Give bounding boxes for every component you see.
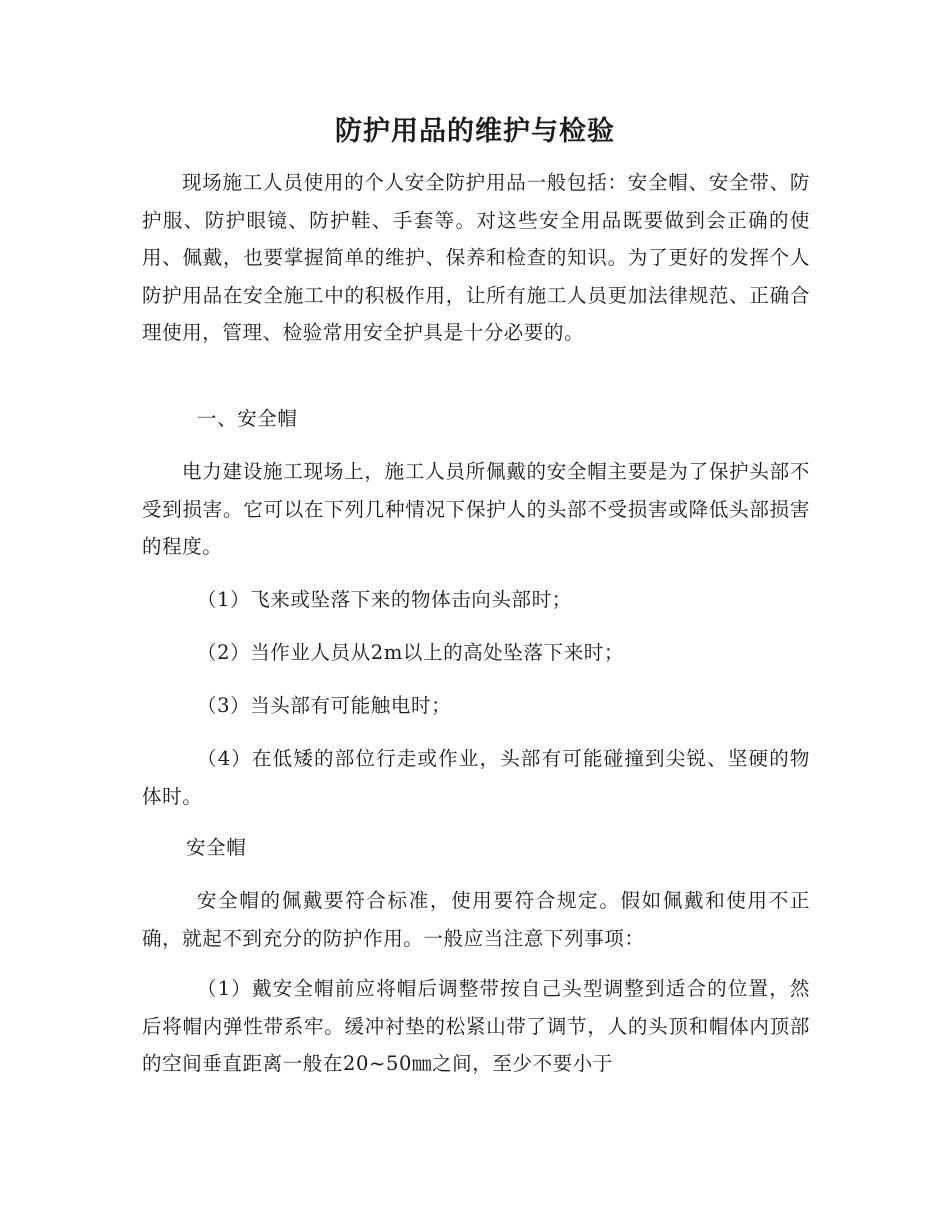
section-heading-helmet: 一、安全帽	[197, 407, 298, 430]
list-item: （3）当头部有可能触电时；	[197, 694, 452, 717]
subheading-helmet: 安全帽	[186, 836, 247, 859]
helmet-usage-paragraph: 安全帽的佩戴要符合标准，使用要符合规定。假如佩戴和使用不正确，就起不到充分的防护作用。一般应当注意下列事项：	[142, 889, 810, 950]
intro-paragraph: 现场施工人员使用的个人安全防护用品一般包括：安全帽、安全带、防护服、防护眼镜、防护鞋、手套等。对这些安全用品既要做到会正确的使用、佩戴，也要掌握简单的维护、保养和检查的知识。为了更好的发挥个人防护用品在安全施工中的积极作用，让所有施工人员更加法律规范、正确合理使用，管理、检验常用安全护具是十分必要的。	[142, 171, 810, 344]
helmet-purpose-paragraph: 电力建设施工现场上，施工人员所佩戴的安全帽主要是为了保护头部不受到损害。它可以在下列几种情况下保护人的头部不受损害或降低头部损害的程度。	[142, 460, 810, 558]
list-item: （1）飞来或坠落下来的物体击向头部时；	[197, 588, 572, 611]
list-item: （4）在低矮的部位行走或作业，头部有可能碰撞到尖锐、坚硬的物体时。	[142, 747, 810, 808]
document-title: 防护用品的维护与检验	[335, 116, 615, 147]
list-item: （2）当作业人员从2m以上的高处坠落下来时；	[197, 641, 625, 664]
list-item: （1）戴安全帽前应将帽后调整带按自己头型调整到适合的位置，然后将帽内弹性带系牢。缓冲衬垫的松紧山带了调节，人的头顶和帽体内顶部的空间垂直距离一般在20~50㎜之间，至少不要小于	[142, 977, 810, 1075]
